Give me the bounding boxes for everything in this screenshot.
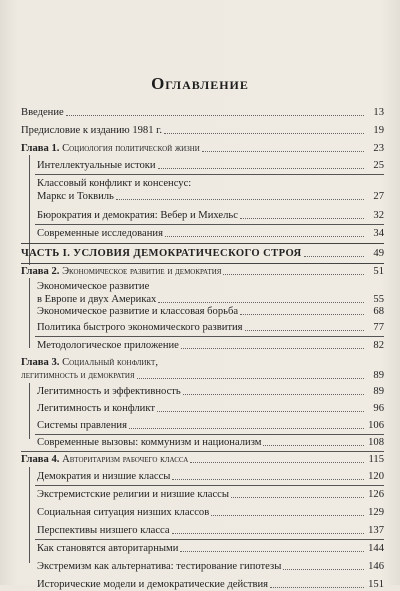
divider: [35, 174, 384, 175]
toc-entry-legitimacy-conflict[interactable]: [37, 402, 384, 415]
divider: [21, 243, 384, 244]
chapter-number: Глава 4.: [21, 454, 60, 465]
divider: [35, 434, 384, 435]
leader-dots: [283, 569, 364, 570]
leader-dots: [202, 151, 364, 152]
entry-label: Перспективы низшего класса: [37, 525, 170, 536]
page-number: 27: [373, 191, 384, 202]
leader-dots: [158, 302, 364, 303]
entry-label: Экстремизм как альтернатива: тестирование гипотезы: [37, 561, 282, 572]
toc-entry-lower-class-perspectives[interactable]: [37, 524, 384, 537]
page-number: 137: [368, 525, 384, 536]
leader-dots: [190, 462, 364, 463]
chapter-number: Глава 2.: [21, 266, 60, 277]
toc-entry-chapter-2[interactable]: [21, 265, 384, 278]
page-title: Оглавление: [151, 74, 249, 93]
page-number: 146: [368, 561, 384, 572]
page-number: 151: [368, 579, 384, 590]
leader-dots: [263, 445, 364, 446]
toc-entry-introduction[interactable]: [21, 106, 384, 119]
entry-label: Бюрократия и демократия: Вебер и Михельс: [37, 210, 238, 221]
entry-label: Легитимность и конфликт: [37, 403, 155, 414]
leader-dots: [240, 218, 364, 219]
chapter-title: легитимность и демократия: [21, 370, 135, 381]
page-number: 13: [373, 107, 384, 118]
chapter-number: Глава 1.: [21, 143, 60, 154]
toc-entry-intellectual-origins[interactable]: [37, 159, 384, 172]
entry-label: Легитимность и эффективность: [37, 386, 181, 397]
leader-dots: [180, 551, 364, 552]
page-number: 32: [373, 210, 384, 221]
entry-label: Маркс и Токвиль: [37, 191, 114, 202]
leader-dots: [172, 479, 364, 480]
leader-dots: [240, 314, 364, 315]
page-number: 108: [368, 437, 384, 448]
page-number: 34: [373, 228, 384, 239]
page-number: 68: [373, 306, 384, 317]
entry-label: Современные исследования: [37, 228, 163, 239]
toc-entry-class-conflict[interactable]: [37, 177, 384, 203]
leader-dots: [137, 378, 364, 379]
toc-entry-part-1[interactable]: [21, 247, 384, 260]
page-number: 49: [373, 248, 384, 259]
chapter-title: Авторитаризм рабочего класса: [62, 454, 189, 465]
page-number: 89: [373, 370, 384, 381]
leader-dots: [157, 411, 364, 412]
page-number: 51: [373, 266, 384, 277]
toc-entry-modern-research[interactable]: [37, 227, 384, 240]
page-number: 55: [373, 294, 384, 305]
toc-entry-social-situation[interactable]: [37, 506, 384, 519]
toc-entry-rapid-development-policy[interactable]: [37, 321, 384, 334]
leader-dots: [270, 587, 364, 588]
leader-dots: [245, 330, 364, 331]
entry-label: в Европе и двух Америках: [37, 294, 157, 305]
entry-label: Интеллектуальные истоки: [37, 160, 156, 171]
entry-label: Системы правления: [37, 420, 127, 431]
toc-entry-chapter-4[interactable]: [21, 453, 384, 466]
divider: [35, 485, 384, 486]
page-number: 106: [368, 420, 384, 431]
leader-dots: [116, 199, 364, 200]
page-number: 96: [373, 403, 384, 414]
toc-entry-methodological-appendix[interactable]: [37, 339, 384, 352]
leader-dots: [231, 497, 364, 498]
entry-label: Исторические модели и демократические действия: [37, 579, 269, 590]
entry-label: Предисловие к изданию 1981 г.: [21, 125, 162, 136]
leader-dots: [164, 133, 364, 134]
toc-entry-systems-of-government[interactable]: [37, 419, 384, 432]
entry-label: Современные вызовы: коммунизм и национализм: [37, 437, 262, 448]
divider: [35, 336, 384, 337]
page-number: 115: [368, 454, 384, 465]
leader-dots: [181, 348, 364, 349]
toc-entry-extremism-alternative[interactable]: [37, 560, 384, 573]
page-number: 129: [368, 507, 384, 518]
toc-entry-class-struggle[interactable]: [37, 305, 384, 318]
leader-dots: [66, 115, 364, 116]
page-number: 19: [373, 125, 384, 136]
leader-dots: [183, 394, 364, 395]
section-bracket-line: [29, 467, 30, 563]
entry-label: Экстремистские религии и низшие классы: [37, 489, 230, 500]
entry-label-line-1: Экономическое развитие: [37, 281, 150, 292]
chapter-title-line-1: Социальный конфликт,: [62, 357, 158, 368]
page-number: 89: [373, 386, 384, 397]
page-number: 120: [368, 471, 384, 482]
divider: [35, 539, 384, 540]
toc-entry-modern-challenges[interactable]: [37, 436, 384, 449]
toc-entry-preface[interactable]: [21, 124, 384, 137]
leader-dots: [129, 428, 364, 429]
leader-dots: [304, 256, 364, 257]
entry-label: Как становятся авторитарными: [37, 543, 179, 554]
toc-entry-chapter-3[interactable]: [21, 356, 384, 382]
section-bracket-line: [29, 383, 30, 439]
toc-entry-bureaucracy[interactable]: [37, 209, 384, 222]
entry-label: Введение: [21, 107, 64, 118]
chapter-title: Экономическое развитие и демократия: [62, 266, 222, 277]
leader-dots: [223, 274, 364, 275]
chapter-title: Социология политической жизни: [62, 143, 200, 154]
page-number: 25: [373, 160, 384, 171]
section-bracket-line: [29, 278, 30, 348]
toc-entry-legitimacy-effectiveness[interactable]: [37, 385, 384, 398]
entry-label: Методологическое приложение: [37, 340, 179, 351]
toc-entry-becoming-authoritarian[interactable]: [37, 542, 384, 555]
leader-dots: [165, 236, 364, 237]
page-number: 77: [373, 322, 384, 333]
toc-entry-economic-development[interactable]: [37, 280, 384, 306]
entry-label-line-1: Классовый конфликт и консенсус:: [37, 178, 192, 189]
divider: [35, 224, 384, 225]
toc-entry-extremist-religions[interactable]: [37, 488, 384, 501]
divider: [21, 263, 384, 264]
leader-dots: [158, 168, 364, 169]
leader-dots: [172, 533, 364, 534]
divider: [21, 451, 384, 452]
page-number: 82: [373, 340, 384, 351]
leader-dots: [211, 515, 364, 516]
entry-label: Политика быстрого экономического развития: [37, 322, 243, 333]
toc-entry-chapter-1[interactable]: [21, 142, 384, 155]
toc-entry-democracy-lower-classes[interactable]: [37, 470, 384, 483]
page-number: 126: [368, 489, 384, 500]
page-number: 23: [373, 143, 384, 154]
part-title: ЧАСТЬ I. УСЛОВИЯ ДЕМОКРАТИЧЕСКОГО СТРОЯ: [21, 248, 302, 259]
entry-label: Социальная ситуация низших классов: [37, 507, 210, 518]
entry-label: Экономическое развитие и классовая борьба: [37, 306, 239, 317]
chapter-number: Глава 3.: [21, 357, 60, 368]
entry-label: Демократия и низшие классы: [37, 471, 171, 482]
page-number: 144: [368, 543, 384, 554]
